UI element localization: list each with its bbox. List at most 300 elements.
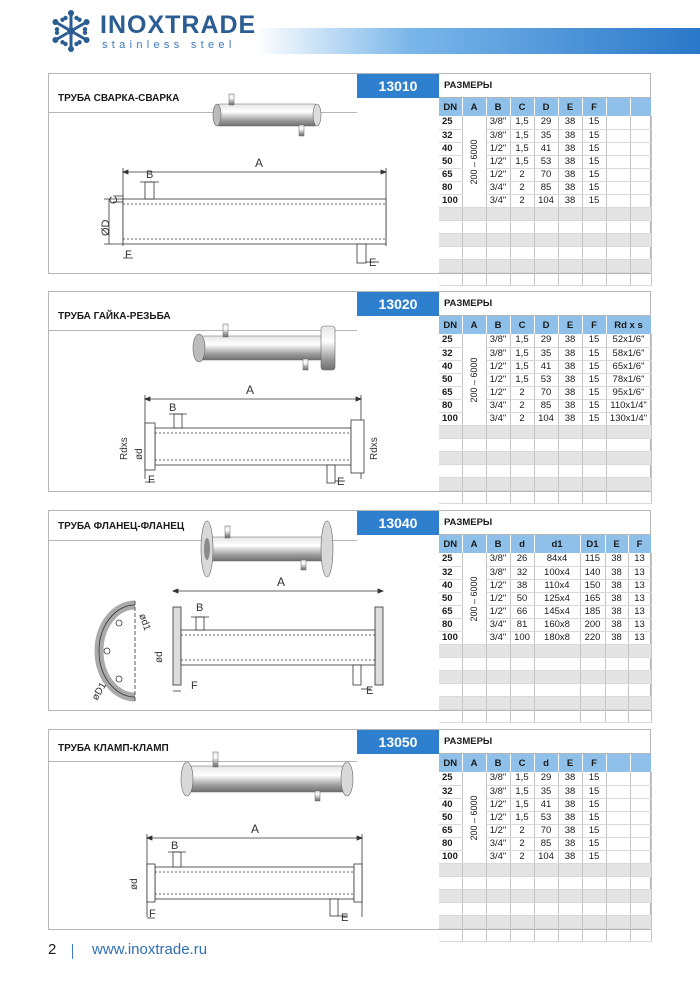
dn-cell: 32 [439, 785, 462, 798]
table-cell: 1,5 [510, 142, 534, 155]
table-cell: 29 [534, 334, 558, 347]
dim-label-f: F [125, 249, 132, 261]
empty-row [439, 645, 651, 658]
dn-cell: 100 [439, 412, 462, 425]
table-cell [630, 181, 651, 194]
table-cell: 85 [534, 399, 558, 412]
empty-row [439, 478, 651, 491]
product-title: ТРУБА КЛАМП-КЛАМП [58, 743, 169, 754]
table-cell: 3/8" [486, 772, 510, 785]
empty-row [439, 697, 651, 710]
table-cell: 1/2" [486, 155, 510, 168]
column-header: E [558, 316, 582, 334]
dimensions-table [439, 754, 652, 942]
product-drawing [49, 730, 439, 931]
table-cell: 15 [582, 785, 606, 798]
table-cell: 3/4" [486, 618, 510, 631]
table-cell [630, 798, 651, 811]
table-cell: 100 [510, 631, 534, 644]
table-cell: 52x1/6" [606, 334, 651, 347]
table-cell: 1/2" [486, 360, 510, 373]
table-row [439, 334, 651, 347]
column-header [630, 98, 651, 116]
table-cell: 15 [582, 373, 606, 386]
product-section-13020 [48, 291, 651, 492]
empty-row [439, 916, 651, 929]
table-cell: 1/2" [486, 605, 510, 618]
length-range-cell [462, 334, 486, 426]
empty-row [439, 877, 651, 890]
column-header: A [462, 535, 486, 553]
technical-drawing [104, 168, 386, 263]
table-cell [606, 824, 630, 837]
table-cell: 38 [605, 553, 628, 566]
table-cell [606, 181, 630, 194]
footer-divider [72, 944, 73, 959]
table-cell: 41 [534, 142, 558, 155]
table-cell: 38 [605, 618, 628, 631]
column-header: A [462, 316, 486, 334]
column-header: A [462, 754, 486, 772]
table-cell [606, 837, 630, 850]
table-cell: 15 [582, 194, 606, 207]
table-cell: 38 [558, 811, 582, 824]
length-range-cell [462, 553, 486, 645]
table-cell [630, 837, 651, 850]
table-cell: 66 [510, 605, 534, 618]
table-cell: 15 [582, 116, 606, 129]
table-cell: 185 [580, 605, 605, 618]
table-title: РАЗМЕРЫ [444, 517, 493, 528]
dn-cell: 100 [439, 850, 462, 863]
table-cell: 1,5 [510, 347, 534, 360]
table-cell: 15 [582, 168, 606, 181]
dim-label-f: F [148, 474, 155, 486]
table-cell: 38 [605, 566, 628, 579]
product-drawing [49, 74, 439, 275]
length-range: 200 – 6000 [469, 138, 479, 185]
table-cell [606, 129, 630, 142]
table-cell [606, 798, 630, 811]
length-range: 200 – 6000 [469, 794, 479, 841]
table-cell: 85 [534, 181, 558, 194]
table-cell: 1/2" [486, 592, 510, 605]
table-cell: 58x1/6" [606, 347, 651, 360]
column-header: d [534, 754, 558, 772]
dimensions-table [439, 316, 652, 504]
dim-label-a: A [246, 383, 255, 397]
table-cell: 13 [628, 553, 651, 566]
dim-label-a: A [255, 156, 264, 170]
table-cell: 15 [582, 155, 606, 168]
table-cell: 15 [582, 798, 606, 811]
table-cell [606, 116, 630, 129]
column-header: E [605, 535, 628, 553]
dim-label-od: ød [134, 448, 145, 460]
table-cell [630, 142, 651, 155]
dn-cell: 32 [439, 566, 462, 579]
pipe-3d-illustration [201, 521, 333, 577]
table-cell: 50 [510, 592, 534, 605]
dn-cell: 65 [439, 168, 462, 181]
dn-cell: 25 [439, 772, 462, 785]
column-header [606, 754, 630, 772]
product-title: ТРУБА СВАРКА-СВАРКА [58, 93, 180, 104]
dn-cell: 80 [439, 181, 462, 194]
table-cell [606, 194, 630, 207]
technical-drawing [173, 589, 383, 691]
table-cell: 29 [534, 116, 558, 129]
table-cell [630, 772, 651, 785]
table-cell: 38 [558, 772, 582, 785]
table-cell: 100x4 [534, 566, 580, 579]
table-cell [630, 824, 651, 837]
table-cell: 1/2" [486, 386, 510, 399]
table-cell: 140 [580, 566, 605, 579]
table-cell: 38 [558, 412, 582, 425]
brand-logo[interactable] [48, 8, 258, 54]
table-cell: 165 [580, 592, 605, 605]
product-title: ТРУБА ФЛАНЕЦ-ФЛАНЕЦ [58, 521, 185, 532]
dim-label-e: E [369, 257, 377, 269]
dim-label-e: E [341, 912, 349, 924]
length-range-cell [462, 772, 486, 864]
table-title: РАЗМЕРЫ [444, 80, 493, 91]
table-cell: 1,5 [510, 811, 534, 824]
table-cell: 3/8" [486, 785, 510, 798]
table-cell: 53 [534, 811, 558, 824]
table-cell: 13 [628, 592, 651, 605]
length-range-cell [462, 116, 486, 208]
empty-row [439, 208, 651, 221]
dim-label-od1: øD1 [90, 680, 110, 703]
product-code-badge: 13010 [357, 74, 439, 98]
empty-row [439, 221, 651, 234]
table-cell: 1,5 [510, 129, 534, 142]
length-range: 200 – 6000 [469, 356, 479, 403]
table-cell: 15 [582, 399, 606, 412]
dn-cell: 40 [439, 798, 462, 811]
product-code-badge: 13040 [357, 511, 439, 535]
dn-cell: 40 [439, 579, 462, 592]
dim-label-e: E [366, 685, 374, 697]
brand-name: INOXTRADE [100, 11, 257, 39]
product-code-badge: 13050 [357, 730, 439, 754]
table-cell: 13 [628, 618, 651, 631]
column-header: D [534, 316, 558, 334]
table-cell: 130x1/4" [606, 412, 651, 425]
table-cell: 145x4 [534, 605, 580, 618]
column-header: B [486, 316, 510, 334]
column-header: F [628, 535, 651, 553]
table-cell: 3/8" [486, 566, 510, 579]
table-cell: 26 [510, 553, 534, 566]
table-cell: 2 [510, 386, 534, 399]
table-row [439, 772, 651, 785]
website-link[interactable]: www.inoxtrade.ru [92, 941, 208, 958]
dim-label-od: ød [154, 651, 165, 663]
dn-cell: 32 [439, 347, 462, 360]
table-cell: 81 [510, 618, 534, 631]
table-cell: 3/4" [486, 181, 510, 194]
table-cell: 2 [510, 412, 534, 425]
column-header: E [558, 754, 582, 772]
table-cell: 78x1/6" [606, 373, 651, 386]
table-cell: 3/4" [486, 837, 510, 850]
table-cell: 3/4" [486, 412, 510, 425]
dimensions-table [439, 535, 652, 723]
empty-row [439, 273, 651, 286]
pipe-3d-illustration [193, 324, 335, 370]
product-code-badge: 13020 [357, 292, 439, 316]
table-cell [606, 850, 630, 863]
table-cell [630, 811, 651, 824]
table-cell: 125x4 [534, 592, 580, 605]
column-header: F [582, 316, 606, 334]
table-title: РАЗМЕРЫ [444, 736, 493, 747]
table-cell [630, 194, 651, 207]
table-cell: 13 [628, 579, 651, 592]
header-gradient-bar [255, 28, 700, 54]
table-cell: 1,5 [510, 373, 534, 386]
table-cell: 3/8" [486, 116, 510, 129]
table-cell: 2 [510, 194, 534, 207]
technical-drawing [145, 395, 364, 483]
table-cell: 38 [558, 837, 582, 850]
table-cell: 110x4 [534, 579, 580, 592]
table-cell: 1/2" [486, 142, 510, 155]
empty-row [439, 864, 651, 877]
table-cell [630, 168, 651, 181]
table-cell: 15 [582, 850, 606, 863]
table-cell: 15 [582, 347, 606, 360]
empty-row [439, 465, 651, 478]
table-cell: 95x1/6" [606, 386, 651, 399]
table-cell: 38 [558, 798, 582, 811]
table-cell: 41 [534, 360, 558, 373]
dn-cell: 50 [439, 811, 462, 824]
product-title: ТРУБА ГАЙКА-РЕЗЬБА [58, 311, 171, 322]
column-header: B [486, 535, 510, 553]
table-cell: 15 [582, 412, 606, 425]
table-cell: 1/2" [486, 579, 510, 592]
dim-label-f: F [191, 680, 198, 692]
table-cell [606, 142, 630, 155]
product-section-13010 [48, 73, 651, 274]
dim-label-b: B [146, 169, 154, 181]
table-cell: 13 [628, 566, 651, 579]
table-cell: 1,5 [510, 116, 534, 129]
dim-label-rdxs-right: Rdxs [369, 437, 380, 460]
table-cell: 3/4" [486, 631, 510, 644]
table-cell: 15 [582, 142, 606, 155]
table-cell: 15 [582, 360, 606, 373]
table-cell: 41 [534, 798, 558, 811]
column-header: C [510, 754, 534, 772]
empty-row [439, 260, 651, 273]
table-cell: 104 [534, 850, 558, 863]
table-cell: 2 [510, 399, 534, 412]
column-header [630, 754, 651, 772]
table-cell: 15 [582, 824, 606, 837]
empty-row [439, 658, 651, 671]
table-cell: 160x8 [534, 618, 580, 631]
column-header: d1 [534, 535, 580, 553]
table-cell: 38 [558, 785, 582, 798]
dn-cell: 25 [439, 334, 462, 347]
table-cell: 53 [534, 155, 558, 168]
table-cell: 38 [558, 155, 582, 168]
table-cell: 3/8" [486, 553, 510, 566]
empty-row [439, 929, 651, 942]
dim-label-e: E [337, 476, 345, 488]
product-drawing [49, 292, 439, 493]
table-cell: 70 [534, 386, 558, 399]
table-cell: 3/4" [486, 850, 510, 863]
table-cell: 65x1/6" [606, 360, 651, 373]
table-cell: 3/8" [486, 129, 510, 142]
dn-cell: 65 [439, 605, 462, 618]
dim-label-rdxs-left: Rdxs [119, 437, 130, 460]
table-cell: 2 [510, 824, 534, 837]
empty-row [439, 452, 651, 465]
dn-cell: 40 [439, 142, 462, 155]
dim-label-a: A [251, 822, 260, 836]
table-cell: 38 [510, 579, 534, 592]
dim-label-a: A [277, 575, 286, 589]
table-cell: 15 [582, 334, 606, 347]
table-cell: 1,5 [510, 798, 534, 811]
length-range: 200 – 6000 [469, 575, 479, 622]
dim-label-f: F [149, 908, 156, 920]
table-cell: 1,5 [510, 785, 534, 798]
table-cell [606, 772, 630, 785]
table-cell [630, 155, 651, 168]
table-cell: 38 [558, 142, 582, 155]
table-cell: 38 [558, 399, 582, 412]
table-cell [630, 850, 651, 863]
column-header: F [582, 754, 606, 772]
column-header: C [510, 98, 534, 116]
product-section-13040 [48, 510, 651, 711]
table-cell: 220 [580, 631, 605, 644]
table-cell: 32 [510, 566, 534, 579]
column-header: DN [439, 316, 462, 334]
empty-row [439, 903, 651, 916]
table-cell: 15 [582, 386, 606, 399]
snowflake-logo-icon [48, 8, 94, 54]
column-header: C [510, 316, 534, 334]
table-cell [606, 155, 630, 168]
table-cell: 1,5 [510, 360, 534, 373]
table-cell: 70 [534, 824, 558, 837]
dn-cell: 40 [439, 360, 462, 373]
table-title: РАЗМЕРЫ [444, 298, 493, 309]
column-header: B [486, 98, 510, 116]
dn-cell: 100 [439, 194, 462, 207]
table-cell: 1,5 [510, 155, 534, 168]
column-header: E [558, 98, 582, 116]
column-header: d [510, 535, 534, 553]
dn-cell: 50 [439, 155, 462, 168]
product-drawing [49, 511, 439, 712]
table-cell: 3/8" [486, 347, 510, 360]
column-header: DN [439, 535, 462, 553]
page-header [0, 0, 700, 60]
column-header: F [582, 98, 606, 116]
table-cell: 38 [558, 360, 582, 373]
empty-row [439, 426, 651, 439]
dn-cell: 80 [439, 399, 462, 412]
table-row [439, 553, 651, 566]
dn-cell: 32 [439, 129, 462, 142]
table-cell: 15 [582, 837, 606, 850]
table-cell: 38 [558, 129, 582, 142]
table-cell: 38 [558, 181, 582, 194]
dim-label-b: B [171, 840, 179, 852]
column-header: Rd x s [606, 316, 651, 334]
table-cell: 38 [605, 592, 628, 605]
dim-label-b: B [169, 402, 177, 414]
table-cell: 3/4" [486, 194, 510, 207]
table-cell: 15 [582, 129, 606, 142]
table-cell: 38 [558, 168, 582, 181]
dim-label-c: C [108, 196, 120, 204]
table-cell: 150 [580, 579, 605, 592]
table-cell: 38 [558, 116, 582, 129]
table-cell [606, 811, 630, 824]
table-cell: 2 [510, 850, 534, 863]
empty-row [439, 710, 651, 723]
table-cell: 15 [582, 811, 606, 824]
table-cell: 1/2" [486, 798, 510, 811]
table-cell: 53 [534, 373, 558, 386]
dn-cell: 25 [439, 553, 462, 566]
technical-drawing [147, 834, 362, 918]
table-cell: 15 [582, 181, 606, 194]
table-cell: 2 [510, 168, 534, 181]
table-cell: 13 [628, 605, 651, 618]
dn-cell: 50 [439, 373, 462, 386]
table-cell: 3/8" [486, 334, 510, 347]
dim-label-od: ød [129, 878, 140, 890]
table-cell: 38 [558, 850, 582, 863]
pipe-3d-illustration [181, 752, 353, 801]
table-cell: 35 [534, 347, 558, 360]
empty-row [439, 684, 651, 697]
column-header: DN [439, 98, 462, 116]
dn-cell: 65 [439, 824, 462, 837]
empty-row [439, 439, 651, 452]
column-header: DN [439, 754, 462, 772]
table-cell: 38 [558, 334, 582, 347]
empty-row [439, 890, 651, 903]
column-header: B [486, 754, 510, 772]
table-cell: 38 [558, 194, 582, 207]
table-cell: 38 [558, 386, 582, 399]
dn-cell: 80 [439, 837, 462, 850]
dn-cell: 65 [439, 386, 462, 399]
table-cell [630, 129, 651, 142]
pipe-3d-illustration [213, 94, 321, 136]
table-cell: 85 [534, 837, 558, 850]
dn-cell: 25 [439, 116, 462, 129]
table-cell: 35 [534, 129, 558, 142]
dn-cell: 80 [439, 618, 462, 631]
table-cell: 70 [534, 168, 558, 181]
table-cell: 104 [534, 412, 558, 425]
page-number: 2 [48, 941, 57, 958]
